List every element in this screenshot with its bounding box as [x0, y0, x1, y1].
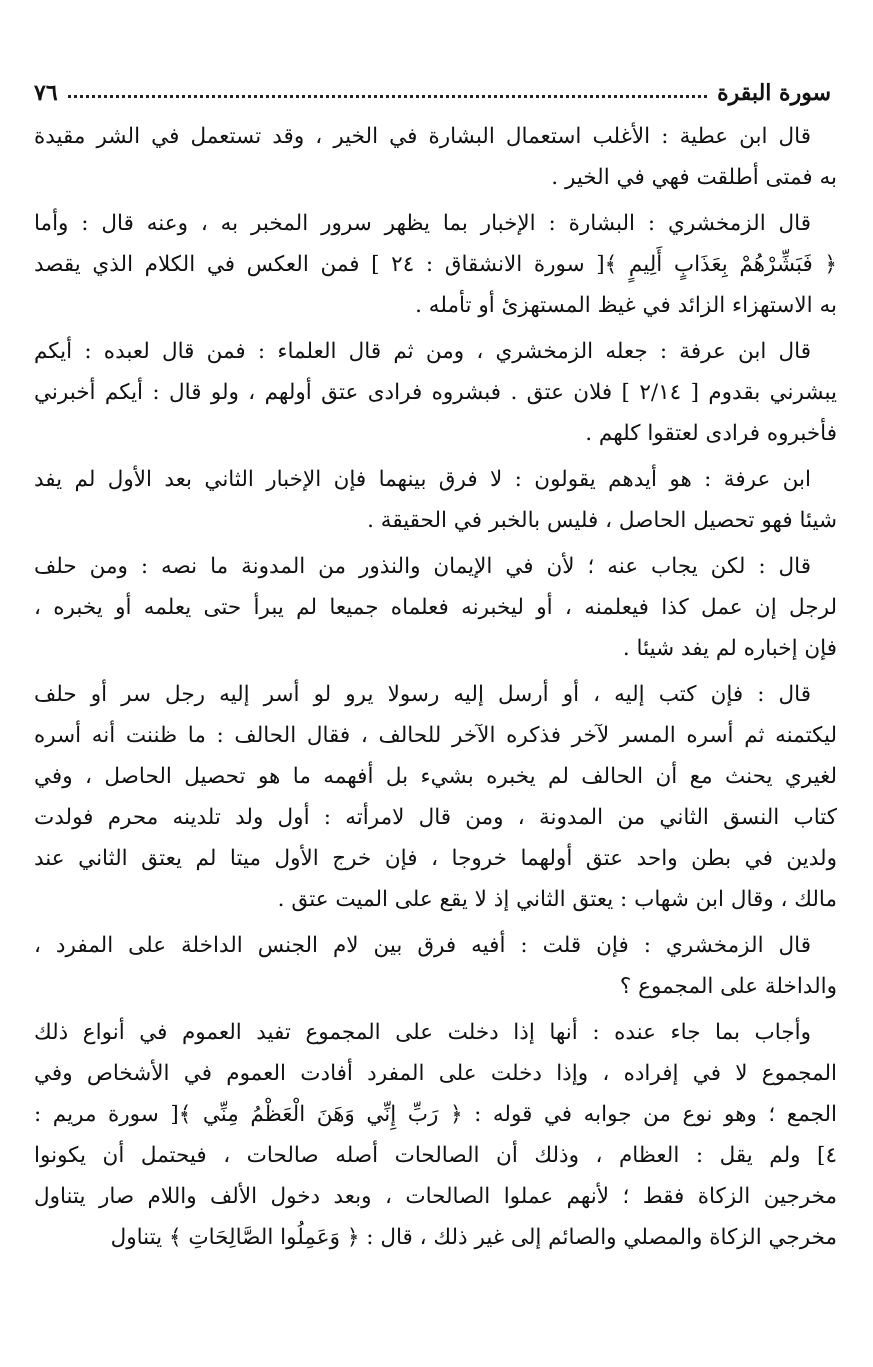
surah-title: سورة البقرة: [717, 80, 831, 106]
text-line: ﴿ فَبَشِّرْهُمْ بِعَذَابٍ أَلِيمٍ ﴾[ سورة الانشقاق : ٢٤ ] فمن العكس في الكلام الذي يقصد: [34, 252, 837, 277]
text-line: قال : لكن يجاب عنه ؛ لأن في الإيمان والنذور من المدونة ما نصه : ومن حلف: [34, 554, 811, 579]
page-header: [34, 76, 837, 110]
text-line: به الاستهزاء الزائد في غيظ المستهزئ أو تأمله .: [415, 293, 837, 318]
text-line: كتاب النسق الثاني من المدونة ، ومن قال لامرأته : أول ولد تلدينه محرم فولدت: [34, 805, 837, 830]
text-line: فأخبروه فرادى لعتقوا كلهم .: [585, 421, 837, 446]
text-line: به فمتى أطلقت فهي في الخير .: [551, 165, 837, 190]
text-line: لرجل إن عمل كذا فيعلمنه ، أو ليخبرنه فعلماه جميعا لم يبرأ حتى يعلمه أو يخبره ،: [34, 595, 837, 620]
page-number: ٧٦: [34, 80, 58, 106]
text-line: وأجاب بما جاء عنده : أنها إذا دخلت على المجموع تفيد العموم في أنواع ذلك: [34, 1020, 811, 1045]
text-line: المجموع لا في إفراده ، وإذا دخلت على المفرد أفادت العموم في الأشخاص وفي: [34, 1061, 837, 1086]
text-line: ولدين في بطن واحد عتق أولهما خروجا ، فإن خرج الأول ميتا لم يعتق الثاني عند: [34, 846, 837, 871]
paragraph: [34, 546, 837, 669]
text-line: والداخلة على المجموع ؟: [619, 974, 837, 999]
paragraph: [34, 459, 837, 541]
text-line: قال الزمخشري : فإن قلت : أفيه فرق بين لام الجنس الداخلة على المفرد ،: [34, 933, 811, 958]
text-line: ليكتمنه ثم أسره المسر لآخر فذكره الآخر للحالف ، فقال الحالف : ما ظننت أنه أسره: [34, 723, 837, 748]
paragraph: [34, 1012, 837, 1258]
text-line: لغيري يحنث مع أن الحالف لم يخبره بشيء بل أفهمه ما هو تحصيل الحاصل ، وفي: [34, 764, 837, 789]
paragraph: [34, 203, 837, 326]
header-dotted-rule: [68, 95, 708, 98]
text-line: قال : فإن كتب إليه ، أو أرسل إليه رسولا يرو لو أسر إليه رجل سر أو حلف: [34, 682, 811, 707]
text-line: قال الزمخشري : البشارة : الإخبار بما يظهر سرور المخبر به ، وعنه قال : وأما: [34, 211, 811, 236]
page-body: [34, 116, 837, 1263]
text-line: قال ابن عطية : الأغلب استعمال البشارة في الخير ، وقد تستعمل في الشر مقيدة: [34, 124, 811, 149]
text-line: شيئا فهو تحصيل الحاصل ، فليس بالخبر في الحقيقة .: [367, 508, 837, 533]
text-line: مالك ، وقال ابن شهاب : يعتق الثاني إذ لا يقع على الميت عتق .: [277, 887, 837, 912]
text-line: يبشرني بقدوم [ ٢/١٤ ] فلان عتق . فبشروه فرادى عتق أولهم ، ولو قال : أيكم أخبرني: [34, 380, 837, 405]
text-line: مخرجين الزكاة فقط ؛ لأنهم عملوا الصالحات ، وبعد دخول الألف واللام صار يتناول: [34, 1184, 837, 1209]
paragraph: [34, 116, 837, 198]
text-line: مخرجي الزكاة والمصلي والصائم إلى غير ذلك ، قال : ﴿ وَعَمِلُوا الصَّالِحَاتِ ﴾ يتناول: [110, 1225, 837, 1250]
paragraph: [34, 331, 837, 454]
text-line: فإن إخباره لم يفد شيئا .: [622, 636, 837, 661]
paragraph: [34, 674, 837, 920]
paragraph: [34, 925, 837, 1007]
text-line: قال ابن عرفة : جعله الزمخشري ، ومن ثم قال العلماء : فمن قال لعبده : أيكم: [34, 339, 811, 364]
text-line: الجمع ؛ وهو نوع من جوابه في قوله : ﴿ رَبِّ إِنِّي وَهَنَ الْعَظْمُ مِنِّي ﴾[ سورة مريم :: [34, 1102, 837, 1127]
text-line: ابن عرفة : هو أيدهم يقولون : لا فرق بينهما فإن الإخبار الثاني بعد الأول لم يفد: [34, 467, 811, 492]
text-line: ٤] ولم يقل : العظام ، وذلك أن الصالحات أصله صالحات ، فيحتمل أن يكونوا: [34, 1143, 837, 1168]
